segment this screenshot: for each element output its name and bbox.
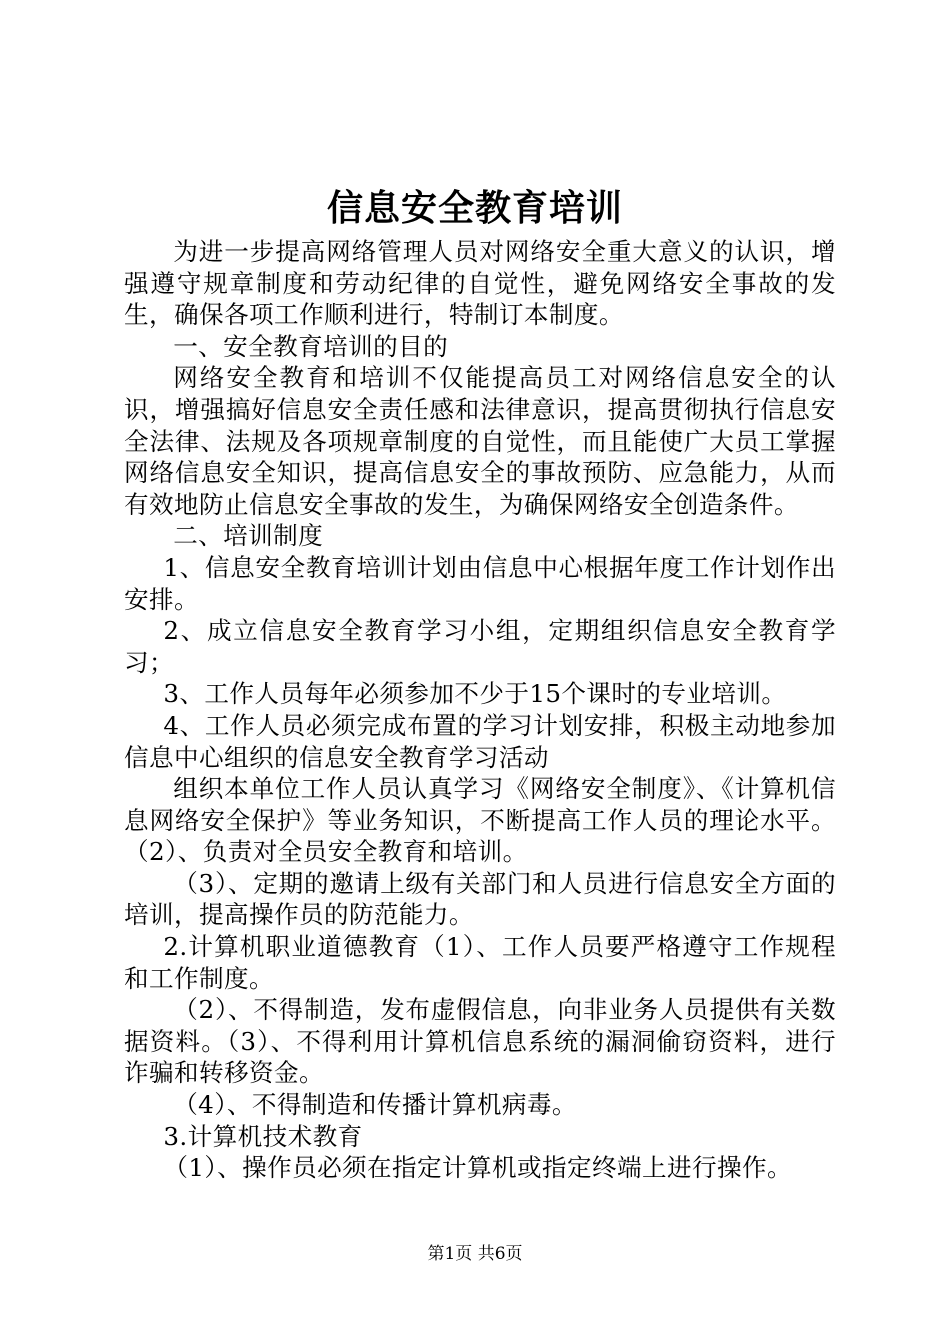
section-heading-purpose: 一、安全教育培训的目的 [173, 331, 449, 361]
purpose-paragraph: 网络安全教育和培训不仅能提高员工对网络信息安全的认识，增强搞好信息安全责任感和法律意识，提高贯彻执行信息安全法律、法规及各项规章制度的自觉性，而且能使广大员工掌握网络信息安全知识，提高信息安全的事故预防、应急能力，从而有效地防止信息安全事故的发生，为确保网络安全创造条件。 [124, 363, 836, 519]
operator-rule-paragraph: （1）、操作员必须在指定计算机或指定终端上进行操作。 [163, 1153, 792, 1183]
tech-education-heading: 3.计算机技术教育 [163, 1121, 363, 1151]
rule-item-1: 1、信息安全教育培训计划由信息中心根据年度工作计划作出安排。 [124, 552, 836, 614]
ethics-education-paragraph: 2.计算机职业道德教育（1）、工作人员要严格遵守工作规程和工作制度。 [124, 932, 836, 993]
rule-item-2: 2、成立信息安全教育学习小组，定期组织信息安全教育学习； [124, 616, 836, 677]
document-title: 信息安全教育培训 [326, 187, 623, 229]
rule-item-4: 4、工作人员必须完成布置的学习计划安排，积极主动地参加信息中心组织的信息安全教育学习活动 [124, 710, 836, 772]
prohibition-paragraph: （2）、不得制造，发布虚假信息，向非业务人员提供有关数据资料。（3）、不得利用计算机信息系统的漏洞偷窃资料，进行诈骗和转移资金。 [124, 995, 836, 1088]
invite-training-paragraph: （3）、定期的邀请上级有关部门和人员进行信息安全方面的培训，提高操作员的防范能力。 [124, 868, 836, 930]
page-number-footer: 第1页 共6页 [427, 1244, 523, 1264]
section-heading-training-system: 二、培训制度 [173, 521, 324, 551]
virus-prohibition-paragraph: （4）、不得制造和传播计算机病毒。 [173, 1090, 577, 1120]
study-paragraph: 组织本单位工作人员认真学习《网络安全制度》、《计算机信息网络安全保护》等业务知识，不断提高工作人员的理论水平。（2）、负责对全员安全教育和培训。 [124, 774, 836, 867]
document-body [124, 236, 836, 1184]
rule-item-3: 3、工作人员每年必须参加不少于15个课时的专业培训。 [163, 679, 787, 709]
intro-paragraph: 为进一步提高网络管理人员对网络安全重大意义的认识，增强遵守规章制度和劳动纪律的自觉性，避免网络安全事故的发生，确保各项工作顺利进行，特制订本制度。 [124, 237, 836, 330]
